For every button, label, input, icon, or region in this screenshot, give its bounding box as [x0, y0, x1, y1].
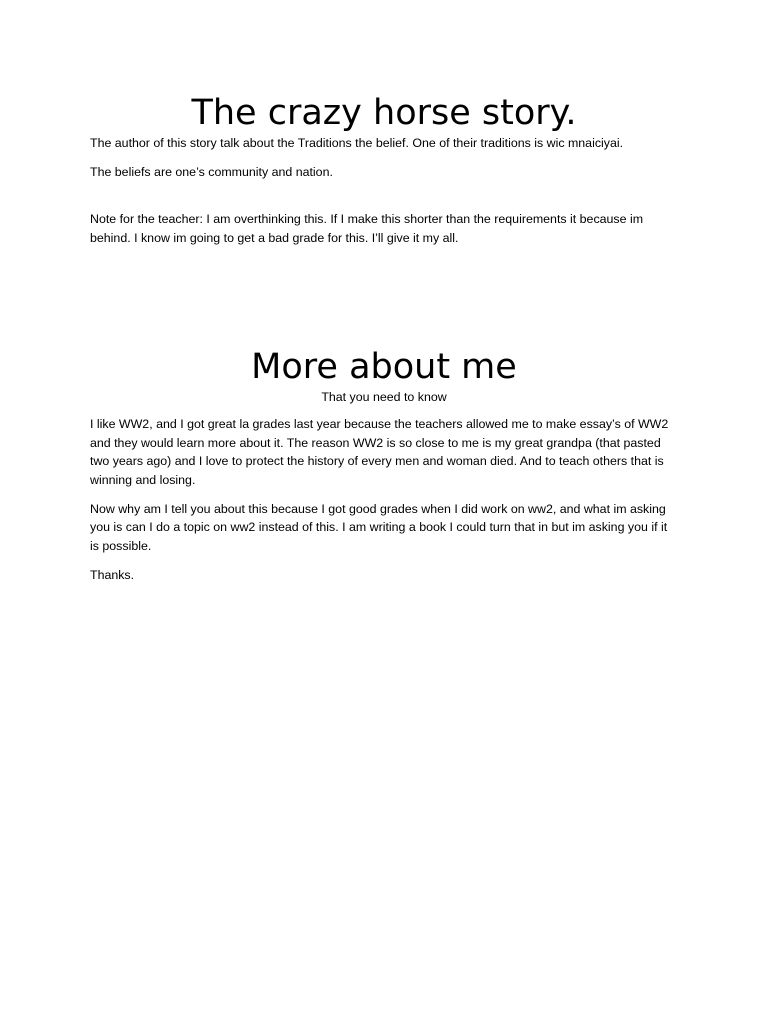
paragraph: Now why am I tell you about this because I got good grades when I did work on ww2, and what im asking you is can I do a topic on ww2 instead of this. I am writing a book I could turn that in but im asking you if it is possible. — [90, 501, 668, 554]
paragraph: The beliefs are one’s community and nation. — [90, 164, 333, 179]
document-body — [90, 92, 678, 594]
page-title: The crazy horse story. — [191, 93, 577, 133]
paragraph: I like WW2, and I got great la grades last year because the teachers allowed me to make essay’s of WW2 and they would learn more about it. The reason WW2 is so close to me is my great grandpa (that pasted two years ago) and I love to protect the history of every men and woman died. And to teach others that is winning and losing. — [90, 416, 669, 487]
blank-line — [90, 191, 678, 210]
closing-line: Thanks. — [90, 567, 135, 582]
blank-space — [90, 258, 678, 346]
section-title: More about me — [251, 346, 517, 387]
section-subtitle: That you need to know — [321, 389, 447, 404]
teacher-note: Note for the teacher: I am overthinking this. If I make this shorter than the requirements it because im behind. I know im going to get a bad grade for this. I’ll give it my all. — [90, 212, 644, 246]
paragraph: The author of this story talk about the Traditions the belief. One of their traditions is wic mnaiciyai. — [90, 136, 624, 150]
